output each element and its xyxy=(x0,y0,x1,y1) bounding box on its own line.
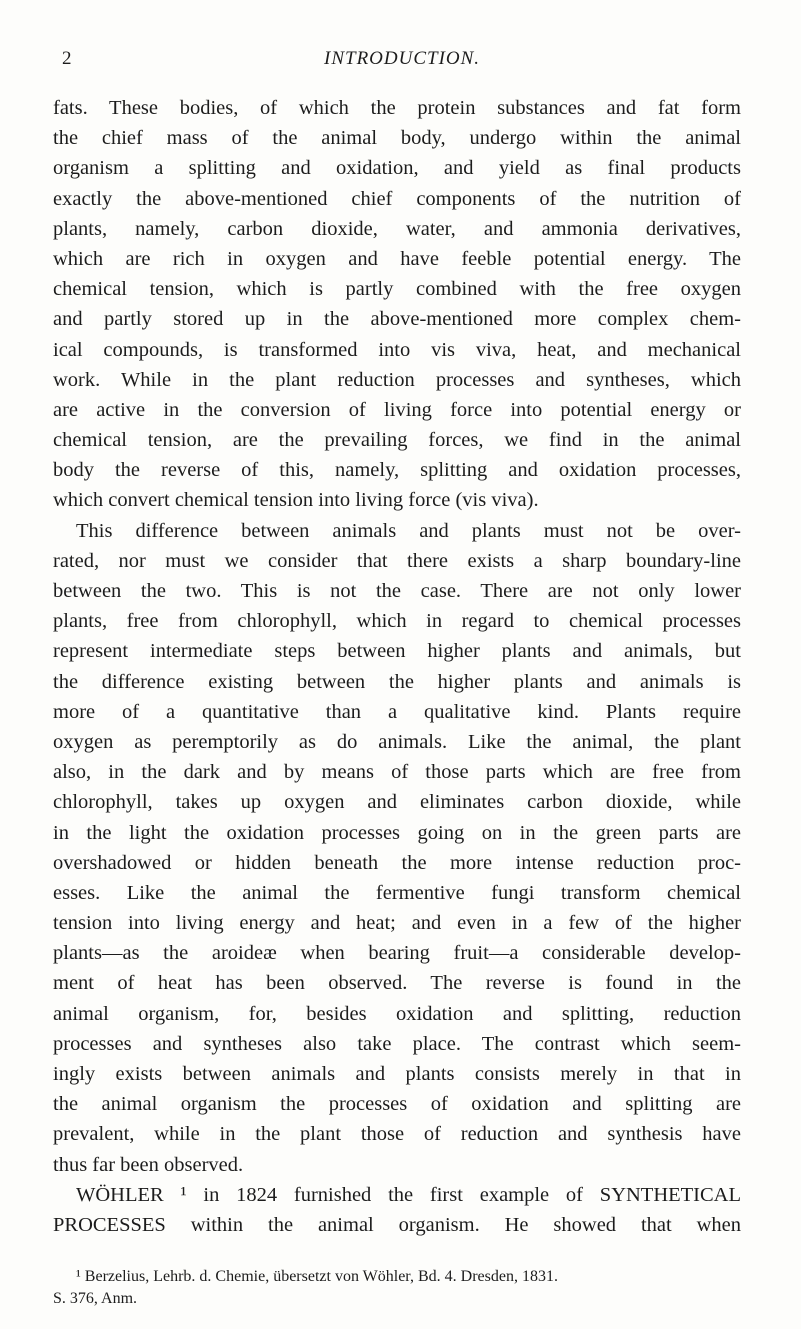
text-line: between the two. This is not the case. There are not only lower xyxy=(53,580,741,602)
footnote-line: S. 376, Anm. xyxy=(53,1290,138,1307)
text-line: plants, free from chlorophyll, which in regard to chemical processes xyxy=(53,610,741,633)
footnotes xyxy=(53,1266,741,1310)
text-line: tension into living energy and heat; and even in a few of the higher xyxy=(53,912,741,935)
text-line: processes and syntheses also take place. The contrast which seem- xyxy=(53,1032,741,1055)
text-line: ingly exists between animals and plants consists merely in that in xyxy=(53,1063,741,1085)
text-line: work. While in the plant reduction processes and syntheses, which xyxy=(53,368,741,391)
text-line: thus far been observed. xyxy=(53,1153,244,1176)
text-line: which convert chemical tension into living force (vis viva). xyxy=(53,489,539,512)
text-line: oxygen as peremptorily as do animals. Like the animal, the plant xyxy=(53,730,741,753)
text-line: PROCESSES within the animal organism. He showed that when xyxy=(53,1213,741,1236)
text-line: ical compounds, is transformed into vis viva, heat, and mechanical xyxy=(53,338,741,361)
text-line: chlorophyll, takes up oxygen and eliminates carbon dioxide, while xyxy=(53,791,741,814)
text-line: which are rich in oxygen and have feeble potential energy. The xyxy=(53,247,741,270)
text-line: plants, namely, carbon dioxide, water, and ammonia derivatives, xyxy=(53,217,741,240)
text-line: This difference between animals and plants must not be over- xyxy=(76,519,741,542)
text-line: animal organism, for, besides oxidation and splitting, reduction xyxy=(53,1002,741,1025)
text-line: in the light the oxidation processes going on in the green parts are xyxy=(53,821,741,844)
text-line: plants—as the aroideæ when bearing fruit—a considerable develop- xyxy=(53,942,741,965)
text-line: the difference existing between the higher plants and animals is xyxy=(53,670,741,693)
text-line: also, in the dark and by means of those parts which are free from xyxy=(53,761,741,784)
text-line: organism a splitting and oxidation, and yield as final products xyxy=(53,157,741,180)
footnote-line: ¹ Berzelius, Lehrb. d. Chemie, übersetzt von Wöhler, Bd. 4. Dresden, 1831. xyxy=(76,1268,558,1285)
text-line: the chief mass of the animal body, undergo within the animal xyxy=(53,127,741,150)
text-line: prevalent, while in the plant those of reduction and synthesis have xyxy=(53,1123,741,1146)
text-line: fats. These bodies, of which the protein substances and fat form xyxy=(53,97,741,119)
text-line: chemical tension, which is partly combined with the free oxygen xyxy=(53,278,741,301)
page-number: 2 xyxy=(62,48,73,69)
text-line: represent intermediate steps between higher plants and animals, but xyxy=(53,640,741,663)
text-line: the animal organism the processes of oxidation and splitting are xyxy=(53,1093,741,1116)
text-line: ment of heat has been observed. The reverse is found in the xyxy=(53,972,741,995)
text-line: WÖHLER ¹ in 1824 furnished the first example of SYNTHETICAL xyxy=(76,1183,741,1206)
text-line: and partly stored up in the above-mentioned more complex chem- xyxy=(53,308,741,331)
page-header xyxy=(0,48,801,82)
text-line: esses. Like the animal the fermentive fungi transform chemical xyxy=(53,881,741,904)
text-line: more of a quantitative than a qualitative kind. Plants require xyxy=(53,700,741,723)
text-line: exactly the above-mentioned chief components of the nutrition of xyxy=(53,187,741,210)
text-line: body the reverse of this, namely, splitting and oxidation processes, xyxy=(53,459,741,482)
text-line: overshadowed or hidden beneath the more intense reduction proc- xyxy=(53,851,741,874)
text-line: rated, nor must we consider that there exists a sharp boundary-line xyxy=(53,549,741,572)
text-line: chemical tension, are the prevailing forces, we find in the animal xyxy=(53,429,741,452)
text-line: are active in the conversion of living force into potential energy or xyxy=(53,398,741,421)
body-text xyxy=(53,93,741,1240)
running-head: INTRODUCTION. xyxy=(324,48,481,69)
